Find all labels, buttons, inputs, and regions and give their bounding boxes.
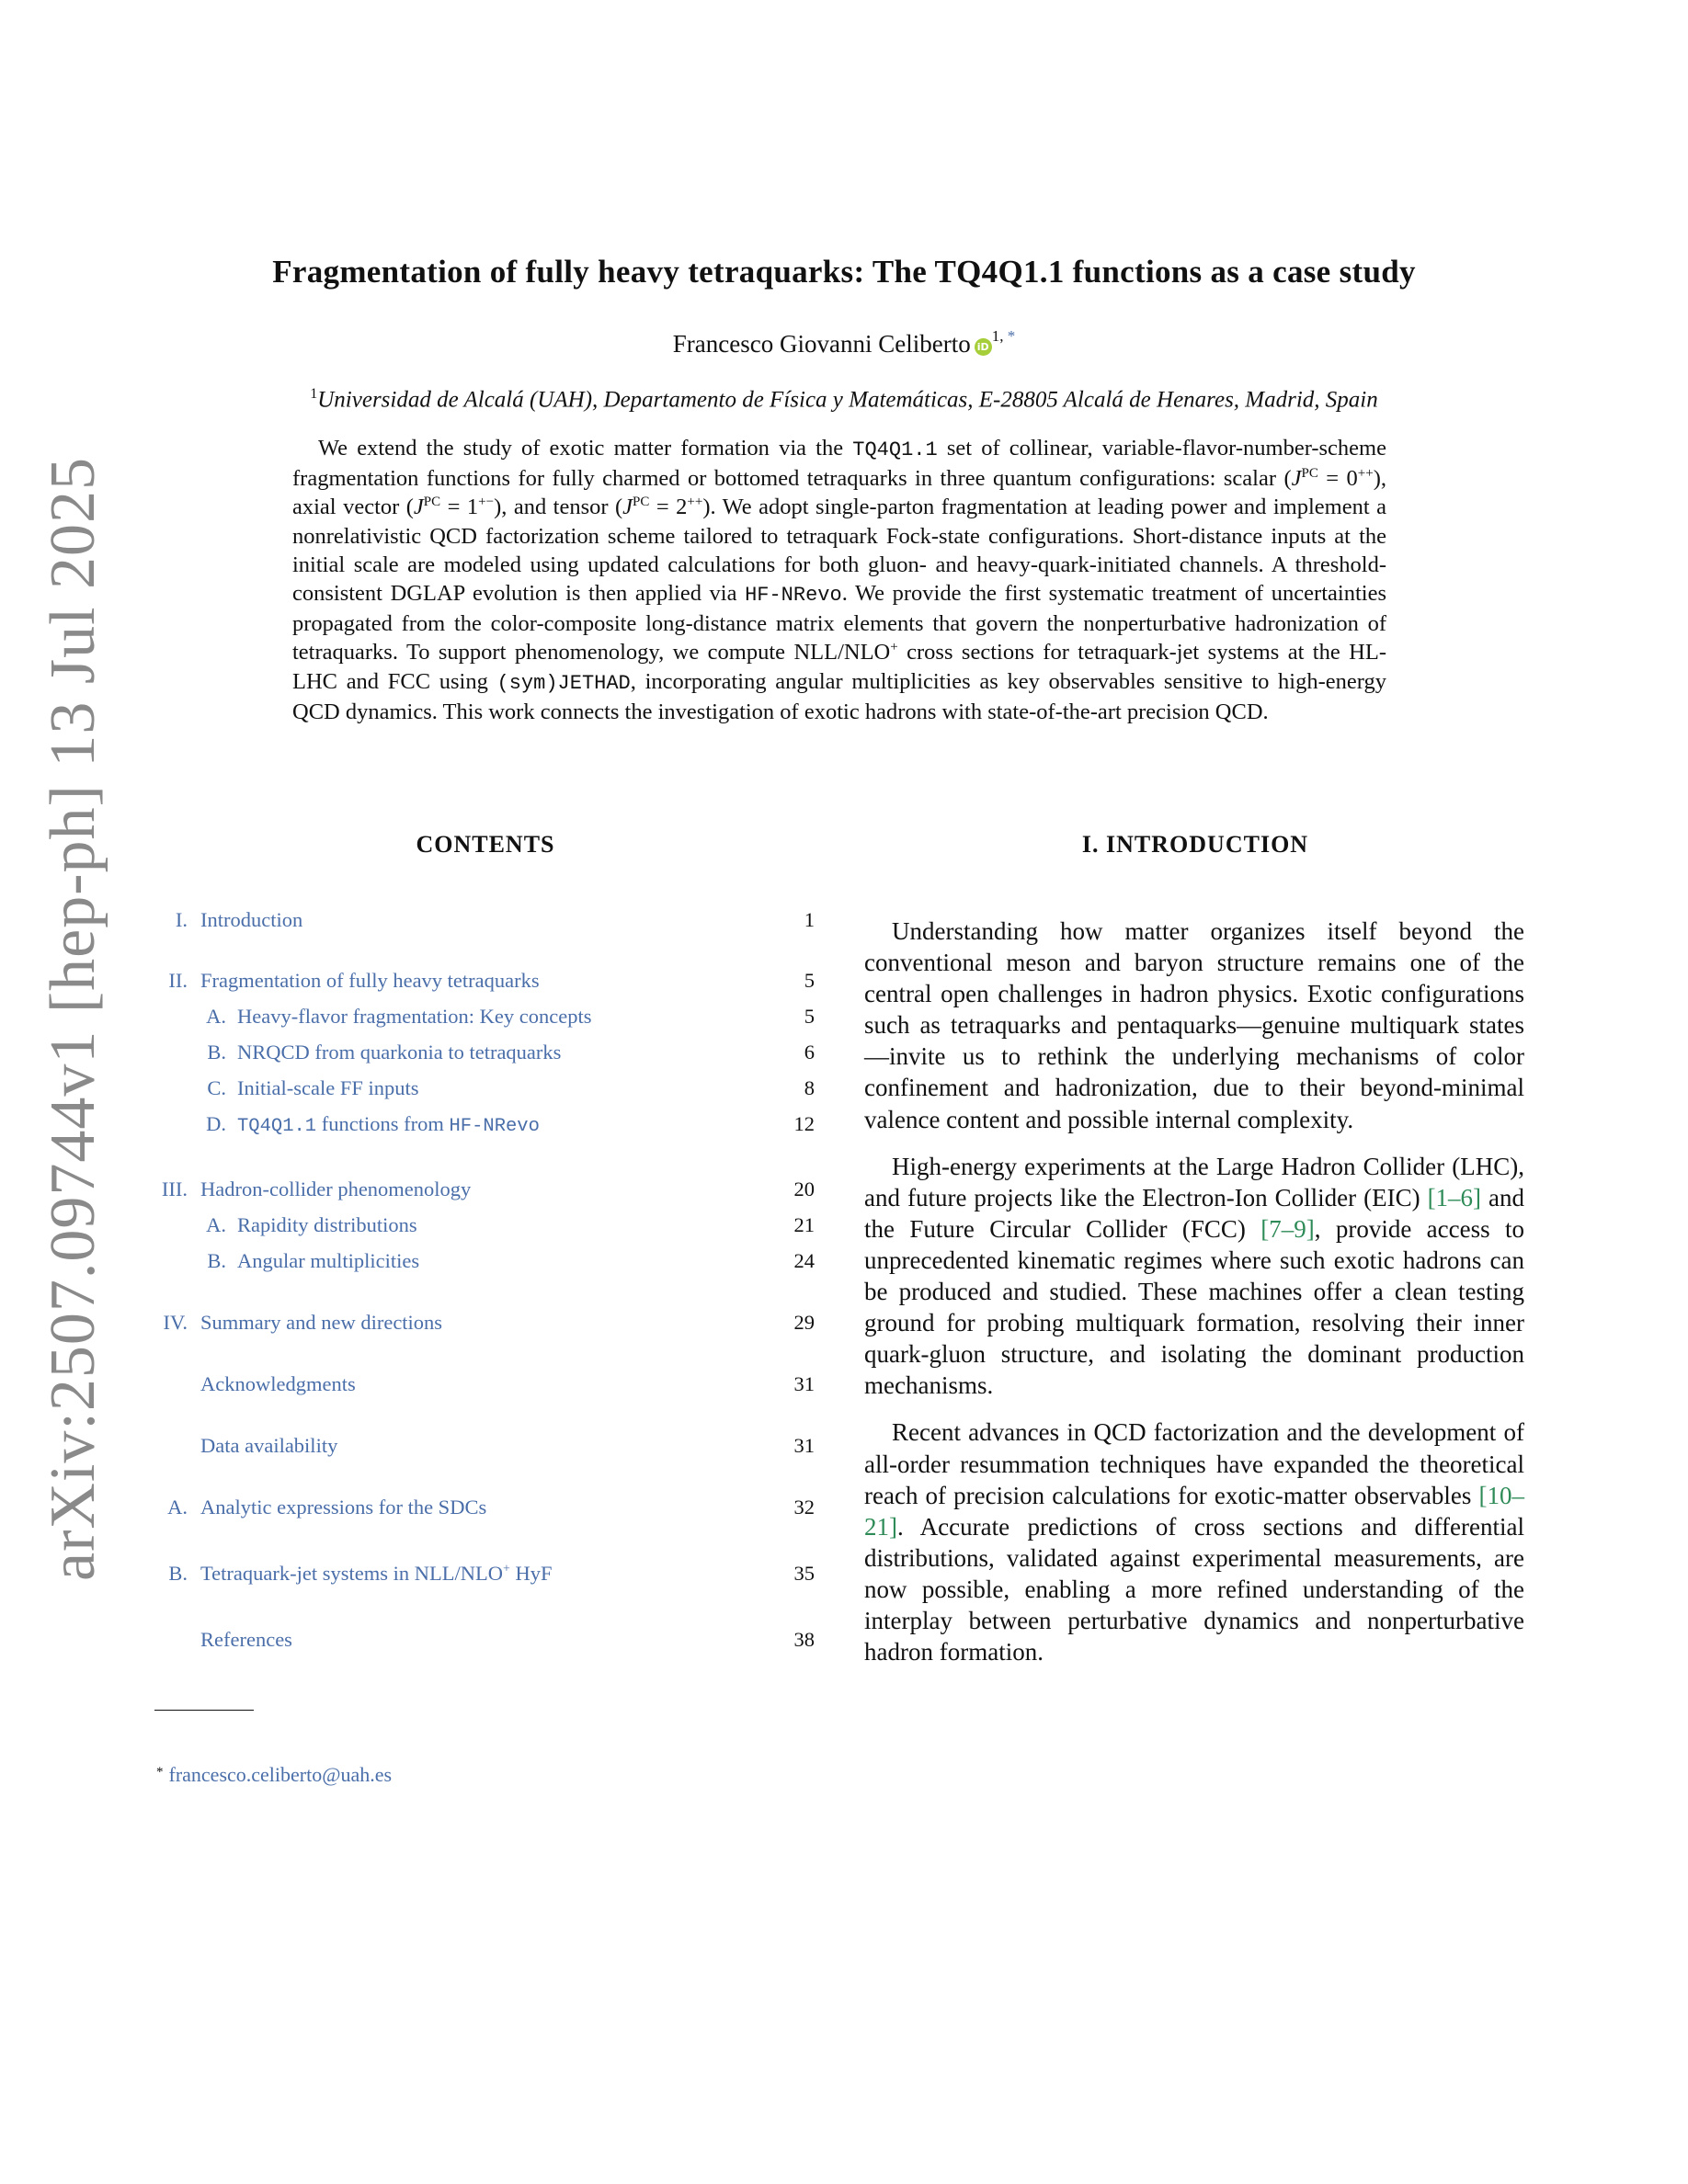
- toc-entry[interactable]: B. Angular multiplicities 24: [207, 1249, 815, 1272]
- hf-nrevo-code: HF-NRevo: [745, 584, 842, 608]
- toc-entry[interactable]: II. Fragmentation of fully heavy tetraquarks 5: [168, 969, 815, 992]
- toc-entry[interactable]: References 38: [200, 1628, 815, 1651]
- toc-entry[interactable]: C. Initial-scale FF inputs 8: [207, 1076, 815, 1099]
- toc-entry[interactable]: A. Analytic expressions for the SDCs 32: [167, 1496, 815, 1519]
- jethad-code: (sym)JETHAD: [496, 671, 631, 695]
- corresponding-author-link[interactable]: *: [1007, 327, 1016, 345]
- citation-link[interactable]: [7–9]: [1260, 1214, 1315, 1243]
- intro-paragraph-3: Recent advances in QCD factorization and the development of all-order resummation techniques have expanded the theoretical reach of precision calculations for exotic-matter observables [10–21]. Accurate predictions of cross sections and differential distributions, validated against experimental measurements, are now possible, enabling a more refined understanding of the interplay between perturbative dynamics and nonperturbative hadron formation.: [864, 1418, 1524, 1666]
- affiliation: [0, 386, 1688, 413]
- intro-paragraph-2: High-energy experiments at the Large Hadron Collider (LHC), and future projects like the Electron-Ion Collider (EIC) [1–6] and the Future Circular Collider (FCC) [7–9], provide access to unprecedented kinematic regimes where such exotic hadrons can be produced and studied. These machines offer a clean testing ground for probing multiquark formation, resolving their inner quark-gluon structure, and isolating the dominant production mechanisms.: [864, 1152, 1525, 1400]
- affiliation-mark: 1: [310, 386, 318, 402]
- toc-entry[interactable]: A. Heavy-flavor fragmentation: Key concepts 5: [206, 1005, 815, 1028]
- toc-entry[interactable]: D. TQ4Q1.1 functions from HF-NRevo 12: [206, 1112, 815, 1137]
- toc-entry[interactable]: I. Introduction 1: [175, 908, 815, 931]
- abstract: We extend the study of exotic matter formation via the TQ4Q1.1 set of collinear, variable-flavor-number-scheme fragmentation functions for fully charmed or bottomed tetraquarks in three quantum configurations: scalar $(J^{PC} = 0^{++})$, axial vector $(J^{PC} = 1^{+-})$, and tensor $(J^{PC} = 2^{++})$. We adopt single-parton fragmentation at leading power and implement a nonrelativistic QCD factorization scheme tailored to tetraquark Fock-state configurations. Short-distance inputs at the initial scale are modeled using updated calculations for both gluon- and heavy-quark-initiated channels. A threshold-consistent DGLAP evolution is then applied via HF-NRevo. We provide the first systematic treatment of uncertainties propagated from the color-composite long-distance matrix elements that govern the nonperturbative hadronization of tetraquarks. To support phenomenology, we compute NLL/NLO+ cross sections for tetraquark-jet systems at the HL-LHC and FCC using (sym)JETHAD, incorporating angular multiplicities as key observables sensitive to high-energy QCD dynamics. This work connects the investigation of exotic hadrons with state-of-the-art precision QCD.: [292, 436, 1387, 724]
- footnote: [156, 1763, 392, 1787]
- contents-heading: CONTENTS: [416, 831, 555, 858]
- introduction-body: [864, 916, 1524, 1683]
- affiliation-text: Universidad de Alcalá (UAH), Departamento de Física y Matemáticas, E-28805 Alcalá de Henares, Madrid, Spain: [317, 387, 1378, 413]
- introduction-heading: I. INTRODUCTION: [1081, 831, 1309, 858]
- tq4q1-code: TQ4Q1.1: [852, 438, 938, 461]
- toc-entry[interactable]: B. NRQCD from quarkonia to tetraquarks 6: [207, 1041, 815, 1064]
- paper-title: Fragmentation of fully heavy tetraquarks: The TQ4Q1.1 functions as a case study: [272, 254, 1416, 290]
- toc-entry[interactable]: Data availability 31: [200, 1434, 815, 1457]
- footnote-rule: [154, 1710, 254, 1711]
- toc-entry[interactable]: IV. Summary and new directions 29: [163, 1311, 815, 1334]
- intro-paragraph-1: Understanding how matter organizes itself beyond the conventional meson and baryon structure remains one of the central open challenges in hadron physics. Exotic configurations such as tetraquarks and pentaquarks—genuine multiquark states—invite us to rethink the underlying mechanisms of color confinement and hadronization, due to their beyond-minimal valence content and possible internal complexity.: [864, 917, 1524, 1133]
- toc-entry[interactable]: B. Tetraquark-jet systems in NLL/NLO+ HyF 35: [168, 1562, 815, 1585]
- toc-entry[interactable]: Acknowledgments 31: [200, 1372, 815, 1395]
- footnote-mark: *: [156, 1765, 164, 1780]
- citation-link[interactable]: [1–6]: [1427, 1183, 1482, 1211]
- toc-entry[interactable]: III. Hadron-collider phenomenology 20: [161, 1177, 815, 1200]
- arxiv-stamp: arXiv:2507.09744v1 [hep-ph] 13 Jul 2025: [38, 456, 108, 1581]
- citation-link[interactable]: [10–21]: [864, 1481, 1524, 1541]
- author-affiliation-mark: 1, *: [991, 327, 1016, 345]
- author-name: Francesco Giovanni Celiberto: [672, 330, 971, 358]
- toc-entry[interactable]: A. Rapidity distributions 21: [206, 1213, 815, 1236]
- email-link[interactable]: francesco.celiberto@uah.es: [168, 1763, 393, 1786]
- orcid-icon[interactable]: iD: [975, 338, 992, 356]
- author-line: [0, 327, 1688, 358]
